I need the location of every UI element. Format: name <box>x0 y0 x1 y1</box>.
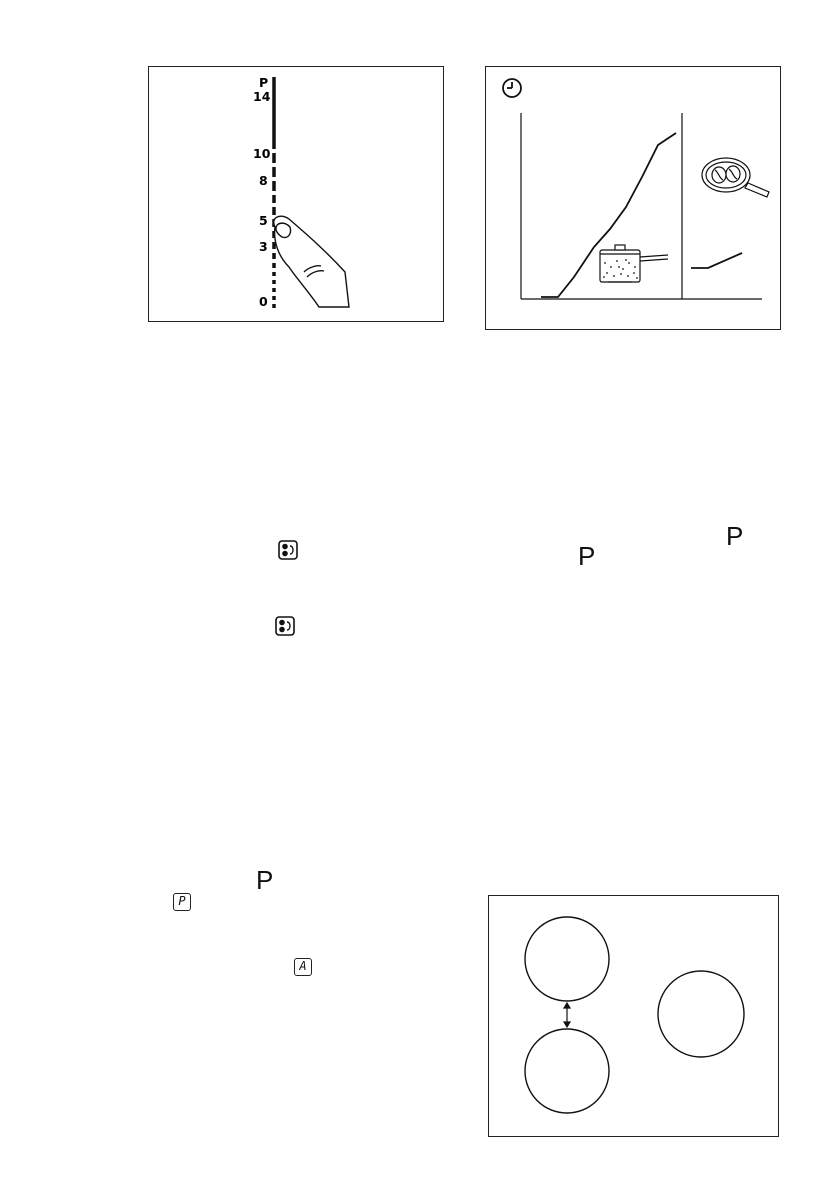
scale-label-0: 0 <box>259 294 268 309</box>
display-p-indicator: P <box>173 893 191 911</box>
bridge-zone-icon <box>278 540 300 562</box>
bridge-zone-icon <box>275 616 297 638</box>
frying-pan-icon <box>702 158 769 197</box>
scale-label-p: P <box>259 75 269 90</box>
p-symbol-left: P <box>256 865 274 895</box>
scale-label-8: 8 <box>259 173 268 188</box>
scale-label-10: 10 <box>253 146 271 161</box>
scale-label-5: 5 <box>259 213 268 228</box>
front-left-zone[interactable] <box>525 1029 609 1113</box>
scale-label-14: 14 <box>253 89 271 104</box>
rear-left-zone[interactable] <box>525 917 609 1001</box>
clock-icon <box>503 79 521 97</box>
heat-curve-illustration <box>486 67 782 331</box>
finger-illustration <box>274 216 349 307</box>
scale-label-3: 3 <box>259 239 268 254</box>
display-a-indicator: A <box>294 958 312 976</box>
keep-warm-curve <box>691 253 742 268</box>
cooktop-figure <box>488 895 779 1137</box>
power-slider-illustration <box>149 67 445 323</box>
bridge-arrow-icon <box>564 1003 570 1027</box>
boiling-pot-icon <box>600 245 668 282</box>
heat-curve-figure <box>485 66 781 330</box>
right-zone[interactable] <box>658 971 744 1057</box>
cooktop-illustration <box>489 896 780 1138</box>
p-symbol-right-bottom: P <box>578 541 596 571</box>
power-slider-figure <box>148 66 444 322</box>
p-symbol-right-top: P <box>726 521 744 551</box>
